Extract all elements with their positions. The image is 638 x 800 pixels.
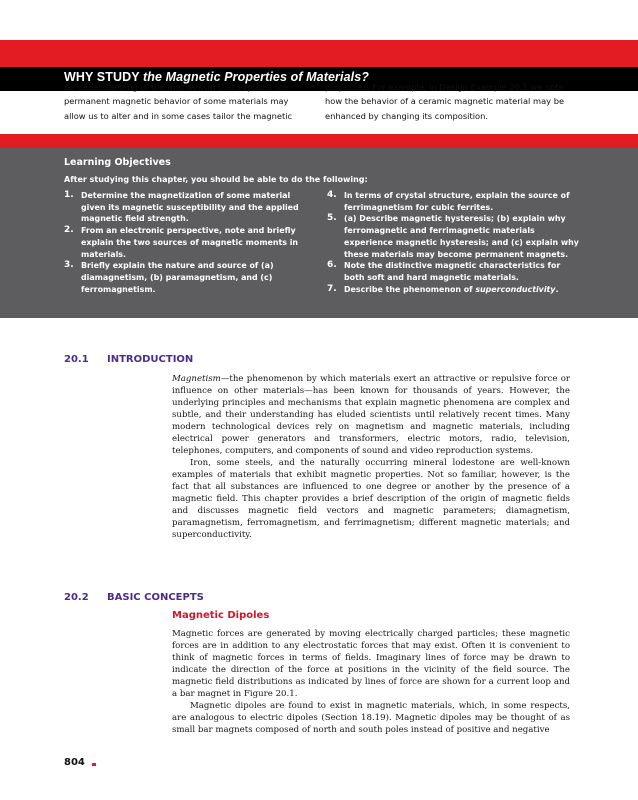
page-number: 804 <box>64 757 85 768</box>
objective-item: 2. From an electronic perspective, note and briefly explain the two sources of magnetic moments in materials. <box>64 225 299 259</box>
objectives-column-left <box>64 190 316 295</box>
paragraph: Iron, some steels, and the naturally occurring mineral lodestone are well-known examples of materials that exhibit magnetic properties. Not so familiar, however, is the fact that all substances are influenced to one degree or another by the presence of a magnetic field. This chapter provides a brief description of the origin of magnetic fields and discusses magnetic field vectors and magnetic parameters; diamagnetism, paramagnetism, ferromagnetism, and ferrimagnetism; different magnetic materials; and superconductivity. <box>172 458 570 540</box>
objectives-red-band <box>0 134 638 148</box>
objective-item: 6. Note the distinctive magnetic characteristics for both soft and hard magnetic materials. <box>327 260 561 282</box>
subsection-heading-magnetic-dipoles: Magnetic Dipoles <box>172 610 270 621</box>
why-study-title: WHY STUDY the Magnetic Properties of Materials? <box>64 70 370 84</box>
learning-objectives-heading: Learning Objectives <box>64 157 171 168</box>
objective-item: 4. In terms of crystal structure, explain the source of ferrimagnetism for cubic ferrites. <box>327 190 570 212</box>
why-study-text-right: properties. For example, in Design Example 20.1 we note how the behavior of a ceramic magnetic material may be enhanced by changing its composition. <box>325 82 565 121</box>
objective-item: 1. Determine the magnetization of some material given its magnetic susceptibility and the applied magnetic field strength. <box>64 190 299 224</box>
introduction-body <box>172 373 570 541</box>
objective-item: 3. Briefly explain the nature and source of (a) diamagnetism, (b) paramagnetism, and (c) ferromagnetism. <box>64 260 274 294</box>
objective-item: 5. (a) Describe magnetic hysteresis; (b) explain why ferromagnetic and ferrimagnetic materials experience magnetic hysteresis; and (c) explain why these materials may become permanent magnets. <box>327 213 579 259</box>
top-red-band <box>0 40 638 67</box>
basic-concepts-body <box>172 628 570 736</box>
page-number-marker <box>92 763 96 766</box>
section-heading-introduction: 20.1 INTRODUCTION <box>64 354 194 365</box>
objective-item: 7. Describe the phenomenon of superconductivity. <box>327 283 559 294</box>
paragraph: Magnetic forces are generated by moving electrically charged particles; these magnetic forces are in addition to any electrostatic forces that may exist. Often it is convenient to think of magnetic forces in terms of fields. Imaginary lines of force may be drawn to indicate the direction of the force at positions in the vicinity of the field source. The magnetic field distributions as indicated by lines of force are shown for a current loop and a bar magnet in Figure 20.1. <box>172 629 570 699</box>
learning-objectives-intro: After studying this chapter, you should be able to do the following: <box>64 175 368 184</box>
why-study-text-left: An understanding of the mechanism that explains the permanent magnetic behavior of some materials may allow us to alter and in some cases tailor the magnetic <box>64 82 293 121</box>
objectives-column-right <box>327 190 579 295</box>
section-heading-basic-concepts: 20.2 BASIC CONCEPTS <box>64 592 204 603</box>
paragraph: Magnetic dipoles are found to exist in magnetic materials, which, in some respects, are analogous to electric dipoles (Section 18.19). Magnetic dipoles may be thought of as small bar magnets composed of north and south poles instead of positive and negative <box>172 701 570 735</box>
paragraph: Magnetism—the phenomenon by which materials exert an attractive or repulsive force or influence on other materials—has been known for thousands of years. However, the underlying principles and mechanisms that explain magnetic phenomena are complex and subtle, and their understanding has eluded scientists until relatively recent times. Many modern technological devices rely on magnetism and magnetic materials, including electrical power generators and transformers, electric motors, radio, television, telephones, computers, and components of sound and video reproduction systems. <box>172 374 570 456</box>
